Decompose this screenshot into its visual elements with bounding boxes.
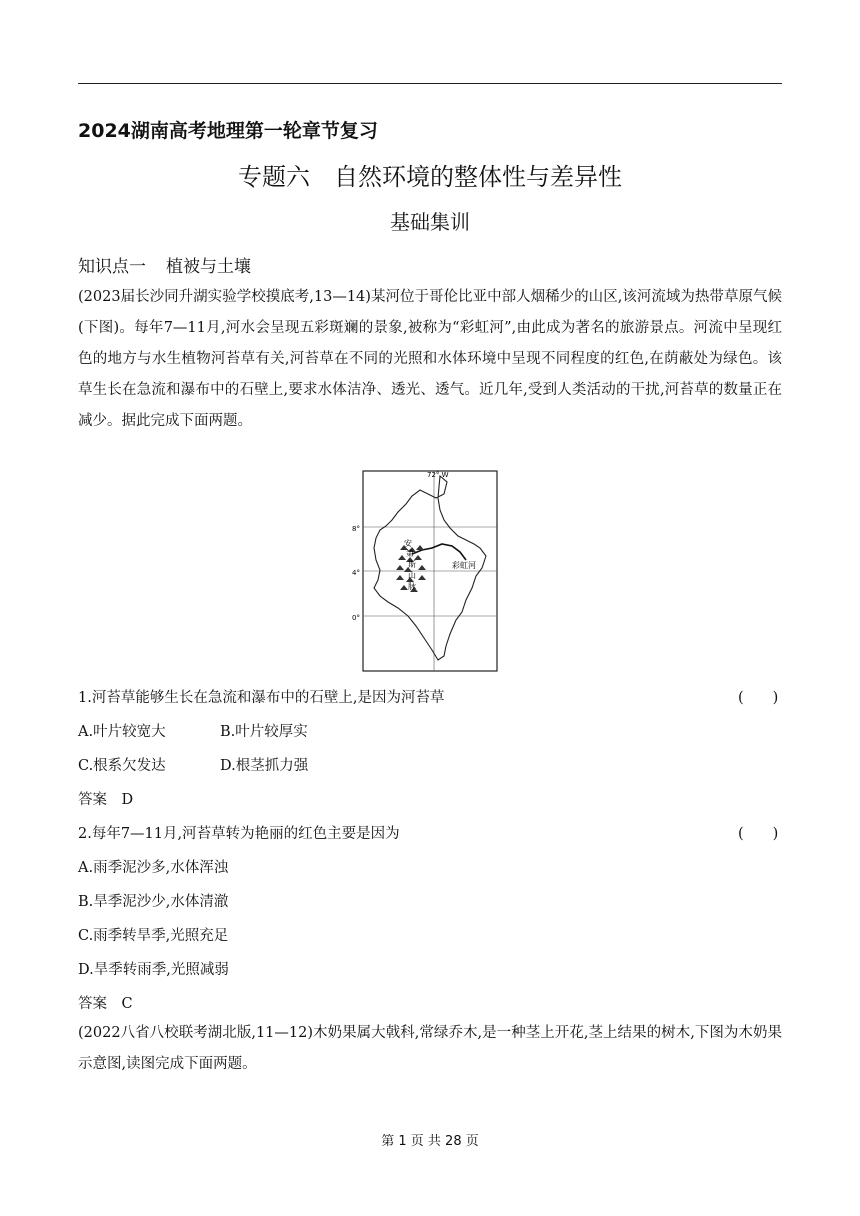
river-label: 彩虹河	[452, 561, 476, 570]
longitude-label: 72° W	[427, 471, 449, 479]
header-rule	[78, 83, 782, 84]
question-1-answer-blank: ( )	[738, 690, 779, 706]
topic-name: 自然环境的整体性与差异性	[334, 163, 622, 191]
page-footer: 第 1 页 共 28 页	[381, 1134, 479, 1149]
topic-title	[0, 157, 860, 192]
latitude-label-0: 0°	[352, 614, 360, 622]
knowledge-point-number: 知识点一	[78, 257, 146, 277]
question-1-option-a: A.叶片较宽大	[78, 724, 166, 740]
question-2-answer-blank: ( )	[738, 826, 779, 842]
question-1-stem: 1.河苔草能够生长在急流和瀑布中的石壁上,是因为河苔草	[78, 690, 445, 706]
knowledge-point-name: 植被与土壤	[166, 257, 251, 277]
series-title: 2024湖南高考地理第一轮章节复习	[78, 120, 378, 142]
mountain-label-char: 脉	[408, 582, 416, 591]
mountain-label-char: 第	[406, 549, 414, 558]
topic-number: 专题六	[238, 163, 310, 191]
question-2-stem: 2.每年7—11月,河苔草转为艳丽的红色主要是因为	[78, 826, 400, 842]
mountain-label-char: 安	[404, 539, 412, 548]
mountain-label-char: 斯	[408, 560, 416, 569]
question-1-option-d: D.根茎抓力强	[220, 758, 309, 774]
passage-2: (2022八省八校联考湖北版,11—12)木奶果属大戟科,常绿乔木,是一种茎上开花,茎上结果的树木,下图为木奶果示意图,读图完成下面两题。	[78, 1025, 782, 1072]
latitude-label-4: 4°	[352, 569, 360, 577]
mountain-label-char: 山	[408, 571, 416, 580]
question-1-option-b: B.叶片较厚实	[220, 724, 308, 740]
knowledge-point-heading	[78, 252, 271, 277]
passage-1: (2023届长沙同升湖实验学校摸底考,13—14)某河位于哥伦比亚中部人烟稀少的山区,该河流域为热带草原气候(下图)。每年7—11月,河水会呈现五彩斑斓的景象,被称为“彩虹河”,由此成为著名的旅游景点。河流中呈现红色的地方与水生植物河苔草有关,河苔草在不同的光照和水体环境中呈现不同程度的红色,在荫蔽处为绿色。该草生长在急流和瀑布中的石壁上,要求水体洁净、透光、透气。近几年,受到人类活动的干扰,河苔草的数量正在减少。据此完成下面两题。	[78, 289, 782, 429]
latitude-label-8: 8°	[352, 525, 360, 533]
question-2-option-d: D.旱季转雨季,光照减弱	[78, 962, 229, 978]
question-2-option-c: C.雨季转旱季,光照充足	[78, 928, 229, 944]
question-1-answer: 答案 D	[78, 792, 134, 808]
question-2-option-a: A.雨季泥沙多,水体浑浊	[78, 860, 229, 876]
section-title: 基础集训	[390, 210, 470, 234]
question-2-option-b: B.旱季泥沙少,水体清澈	[78, 894, 229, 910]
question-1-option-c: C.根系欠发达	[78, 758, 166, 774]
colombia-map	[352, 470, 498, 672]
question-2-answer: 答案 C	[78, 996, 133, 1012]
